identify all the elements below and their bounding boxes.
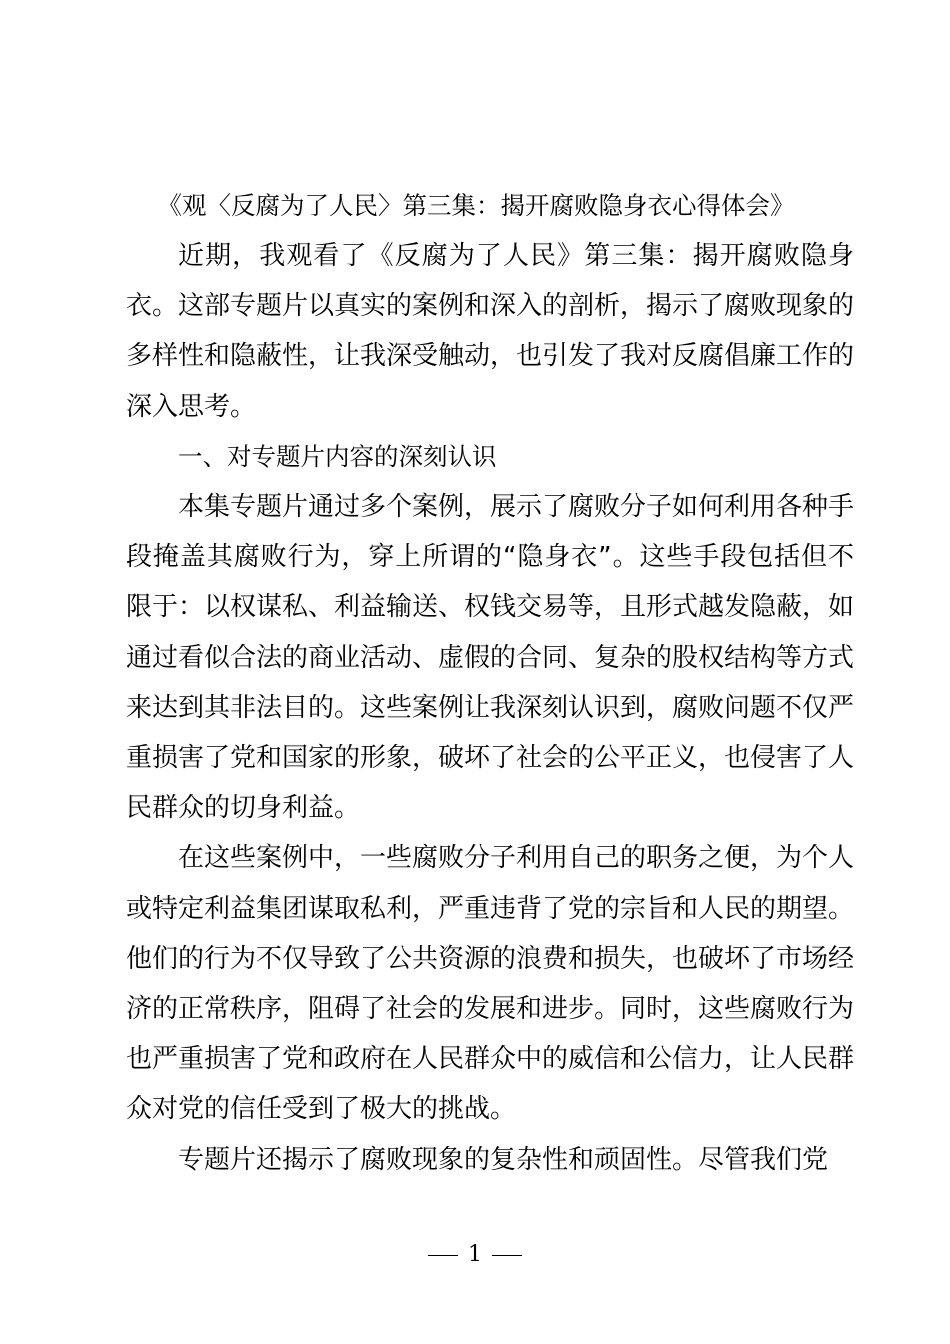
- document-body: [126, 231, 854, 1185]
- footer-dash-right: [492, 1255, 522, 1256]
- document-title: 《观〈反腐为了人民〉第三集：揭开腐败隐身衣心得体会》: [157, 191, 795, 220]
- paragraph-cases: 本集专题片通过多个案例，展示了腐败分子如何利用各种手段掩盖其腐败行为，穿上所谓的“隐身衣”。这些手段包括但不限于：以权谋私、利益输送、权钱交易等，且形式越发隐蔽，如通过看似合法的商业活动、虚假的合同、复杂的股权结构等方式来达到其非法目的。这些案例让我深刻认识到，腐败问题不仅严重损害了党和国家的形象，破坏了社会的公平正义，也侵害了人民群众的切身利益。: [126, 492, 855, 824]
- paragraph-complexity: 专题片还揭示了腐败现象的复杂性和顽固性。尽管我们党: [178, 1144, 829, 1175]
- footer-dash-left: [428, 1255, 458, 1256]
- paragraph-intro: 近期，我观看了《反腐为了人民》第三集：揭开腐败隐身衣。这部专题片以真实的案例和深入的剖析，揭示了腐败现象的多样性和隐蔽性，让我深受触动，也引发了我对反腐倡廉工作的深入思考。: [126, 241, 855, 422]
- page-number: 1: [468, 1242, 482, 1267]
- page-footer: [0, 1238, 950, 1272]
- paragraph-harm: 在这些案例中，一些腐败分子利用自己的职务之便，为个人或特定利益集团谋取私利，严重违背了党的宗旨和人民的期望。他们的行为不仅导致了公共资源的浪费和损失，也破坏了市场经济的正常秩序，阻碍了社会的发展和进步。同时，这些腐败行为也严重损害了党和政府在人民群众中的威信和公信力，让人民群众对党的信任受到了极大的挑战。: [126, 843, 855, 1125]
- section-heading-1: 一、对专题片内容的深刻认识: [178, 441, 497, 471]
